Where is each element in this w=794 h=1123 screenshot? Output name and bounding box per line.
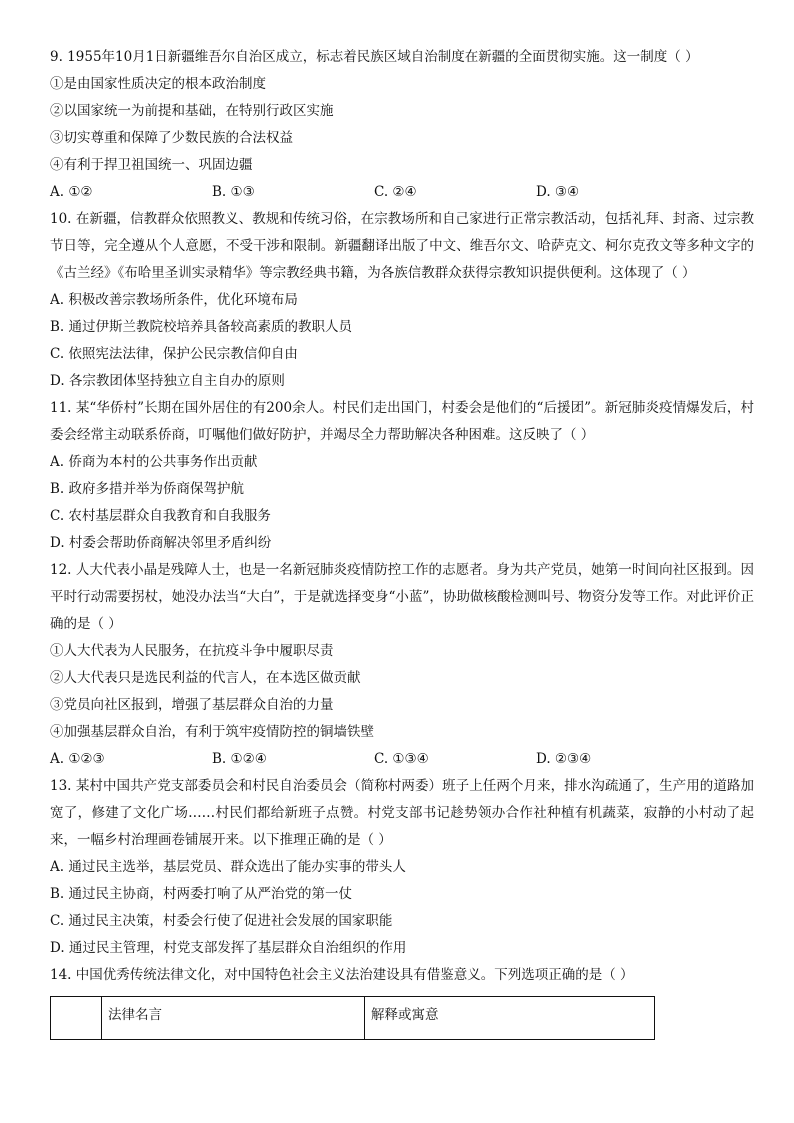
q13-option-c: C. 通过民主决策，村委会行使了促进社会发展的国家职能 (50, 913, 393, 929)
q14-table-header-row (51, 997, 655, 1040)
q11-option-a: A. 侨商为本村的公共事务作出贡献 (50, 454, 258, 470)
q10-option-d: D. 各宗教团体坚持独立自主自办的原则 (50, 373, 285, 389)
q14-stem: 14. 中国优秀传统法律文化，对中国特色社会主义法治建设具有借鉴意义。下列选项正确的是（ ） (50, 967, 634, 983)
q14-header-index (51, 997, 102, 1040)
q9-stem: 9. 1955年10月1日新疆维吾尔自治区成立，标志着民族区域自治制度在新疆的全面贯彻实施。这一制度（ ） (50, 49, 699, 65)
q12-stem: 12. 人大代表小晶是残障人士，也是一名新冠肺炎疫情防控工作的志愿者。身为共产党员，她第一时间向社区报到。因平时行动需要拐杖，她没办法当“大白”，于是就选择变身“小蓝”，协助做核酸检测叫号、物资分发等工作。对此评价正确的是（ ） (50, 562, 754, 632)
q10-option-c: C. 依照宪法法律，保护公民宗教信仰自由 (50, 346, 298, 362)
q12-options (50, 746, 754, 773)
q12-item-1: ①人大代表为人民服务，在抗疫斗争中履职尽责 (50, 643, 334, 659)
q13-option-b: B. 通过民主协商，村两委打响了从严治党的第一仗 (50, 886, 353, 902)
q12-option-a: A. ①②③ (50, 751, 105, 767)
q9-item-2: ②以国家统一为前提和基础，在特别行政区实施 (50, 103, 334, 119)
q12-option-d: D. ②③④ (536, 751, 592, 767)
q9-item-1: ①是由国家性质决定的根本政治制度 (50, 76, 266, 92)
q9-option-a: A. ①② (50, 184, 93, 200)
q11-stem: 11. 某“华侨村”长期在国外居住的有200余人。村民们走出国门，村委会是他们的“后援团”。新冠肺炎疫情爆发后，村委会经常主动联系侨商，叮嘱他们做好防护，并竭尽全力帮助解决各种困难。这反映了（ ） (50, 400, 754, 443)
q10-option-a: A. 积极改善宗教场所条件，优化环境布局 (50, 292, 298, 308)
q9-option-c: C. ②④ (374, 184, 417, 200)
q12-option-b: B. ①②④ (212, 751, 267, 767)
q11-option-d: D. 村委会帮助侨商解决邻里矛盾纠纷 (50, 535, 272, 551)
q9-item-3: ③切实尊重和保障了少数民族的合法权益 (50, 130, 293, 146)
q12-item-2: ②人大代表只是选民利益的代言人，在本选区做贡献 (50, 670, 361, 686)
q9-item-4: ④有利于捍卫祖国统一、巩固边疆 (50, 157, 253, 173)
q11-option-c: C. 农村基层群众自我教育和自我服务 (50, 508, 271, 524)
q11-option-b: B. 政府多措并举为侨商保驾护航 (50, 481, 245, 497)
q14-header-quote: 法律名言 (102, 997, 365, 1040)
q13-option-a: A. 通过民主选举，基层党员、群众选出了能办实事的带头人 (50, 859, 406, 875)
q9-option-d: D. ③④ (536, 184, 580, 200)
q10-stem: 10. 在新疆，信教群众依照教义、教规和传统习俗，在宗教场所和自己家进行正常宗教活动，包括礼拜、封斋、过宗教节日等，完全遵从个人意愿，不受干涉和限制。新疆翻译出版了中文、维吾尔文、哈萨克文、柯尔克孜文等多种文字的《古兰经》《布哈里圣训实录精华》等宗教经典书籍，为各族信教群众获得宗教知识提供便利。这体现了（ ） (50, 211, 754, 281)
q9-options (50, 179, 754, 206)
q13-option-d: D. 通过民主管理，村党支部发挥了基层群众自治组织的作用 (50, 940, 407, 956)
q12-option-c: C. ①③④ (374, 751, 429, 767)
q14-header-meaning: 解释或寓意 (365, 997, 655, 1040)
q14-table (50, 996, 655, 1040)
q12-item-3: ③党员向社区报到，增强了基层群众自治的力量 (50, 697, 334, 713)
q9-option-b: B. ①③ (212, 184, 255, 200)
q13-stem: 13. 某村中国共产党支部委员会和村民自治委员会（简称村两委）班子上任两个月来，排水沟疏通了，生产用的道路加宽了，修建了文化广场……村民们都给新班子点赞。村党支部书记趁势领办合作社种植有机蔬菜，寂静的小村动了起来，一幅乡村治理画卷铺展开来。以下推理正确的是（ ） (50, 778, 754, 848)
exam-page (50, 44, 754, 1040)
q10-option-b: B. 通过伊斯兰教院校培养具备较高素质的教职人员 (50, 319, 353, 335)
q12-item-4: ④加强基层群众自治，有利于筑牢疫情防控的铜墙铁壁 (50, 724, 374, 740)
